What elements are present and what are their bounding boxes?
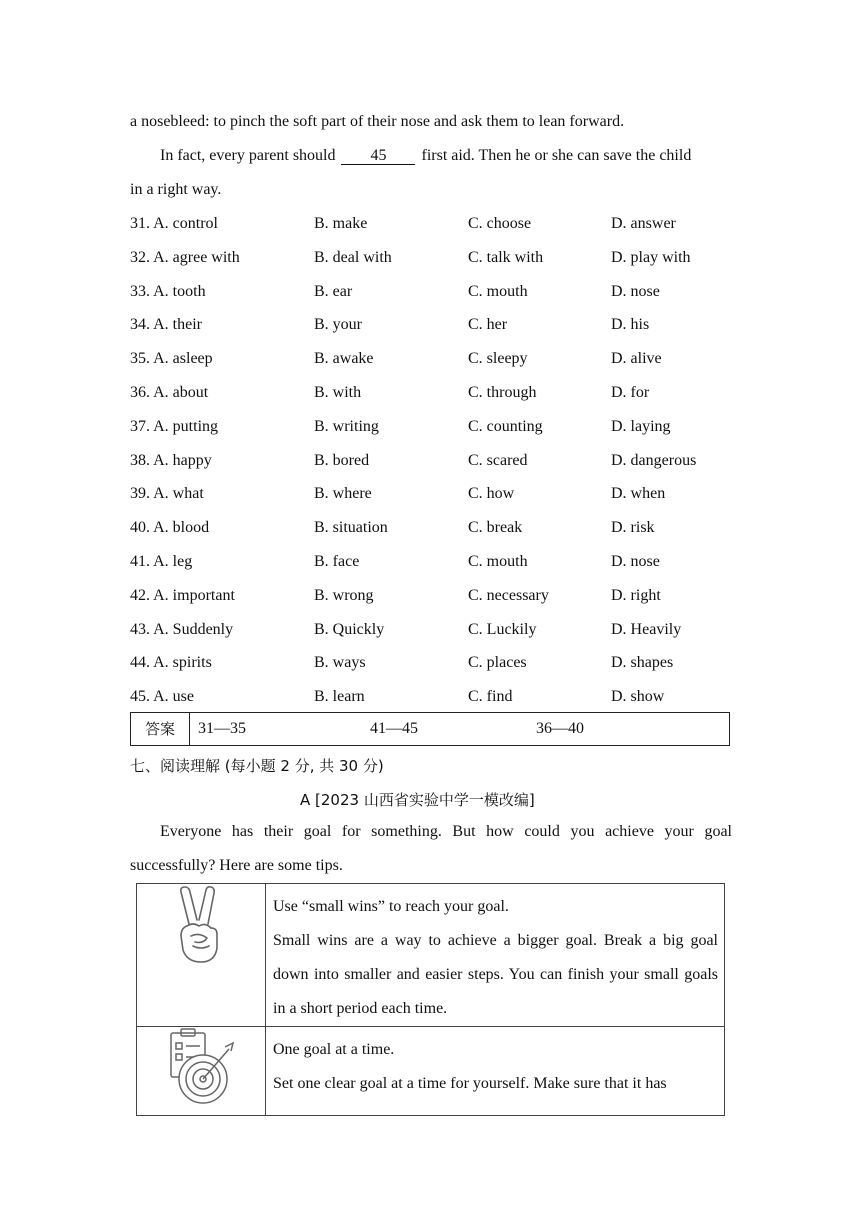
option-c: C. mouth bbox=[468, 553, 528, 570]
option-a: 37. A. putting bbox=[130, 417, 219, 435]
question-row bbox=[130, 282, 732, 302]
option-b: B. make bbox=[314, 215, 368, 232]
option-c: C. find bbox=[468, 688, 513, 706]
option-d: D. show bbox=[611, 688, 665, 706]
question-row bbox=[130, 248, 732, 268]
option-d: D. right bbox=[611, 586, 661, 604]
option-c: C. through bbox=[468, 384, 537, 401]
tips-table bbox=[136, 883, 725, 1116]
question-row bbox=[130, 687, 732, 707]
option-b: B. Quickly bbox=[314, 620, 385, 638]
tip-body: Small wins are a way to achieve a bigger goal. Break a big goal down into smaller and easier steps. You can finish your small goals in a short period each time. bbox=[273, 932, 718, 1017]
option-d: D. shapes bbox=[611, 654, 674, 672]
option-a: 40. A. blood bbox=[130, 519, 210, 537]
option-a: 39. A. what bbox=[130, 485, 204, 503]
passage-line: in a right way. bbox=[130, 181, 222, 198]
option-a: 32. A. agree with bbox=[130, 248, 240, 266]
option-c: C. scared bbox=[468, 451, 528, 469]
option-d: D. nose bbox=[611, 282, 660, 300]
answer-range: 36—40 bbox=[536, 720, 584, 737]
question-row bbox=[130, 552, 732, 572]
passage-text: In fact, every parent should bbox=[160, 147, 336, 164]
option-a: 43. A. Suddenly bbox=[130, 620, 234, 638]
option-d: D. for bbox=[611, 384, 650, 401]
option-a: 42. A. important bbox=[130, 586, 235, 604]
question-row bbox=[130, 586, 732, 606]
option-b: B. where bbox=[314, 485, 372, 503]
answer-blank: 45 bbox=[341, 148, 415, 165]
answer-range: 31—35 bbox=[198, 720, 246, 737]
tip-image-cell bbox=[137, 884, 266, 1027]
tip-body: Set one clear goal at a time for yourself. Make sure that it has bbox=[273, 1075, 667, 1092]
option-c: C. necessary bbox=[468, 586, 549, 604]
option-a: 35. A. asleep bbox=[130, 350, 213, 368]
option-c: C. how bbox=[468, 485, 515, 503]
option-c: C. talk with bbox=[468, 248, 544, 266]
option-a: 44. A. spirits bbox=[130, 654, 212, 672]
option-a: 34. A. their bbox=[130, 316, 202, 334]
option-b: B. face bbox=[314, 553, 360, 570]
tip-row bbox=[137, 1027, 725, 1116]
tip-row bbox=[137, 884, 725, 1027]
option-c: C. mouth bbox=[468, 282, 528, 300]
answer-label: 答案 bbox=[131, 713, 190, 745]
option-c: C. counting bbox=[468, 417, 543, 435]
option-d: D. his bbox=[611, 316, 650, 334]
option-b: B. ways bbox=[314, 654, 366, 672]
question-row bbox=[130, 484, 732, 504]
tip-heading: Use “small wins” to reach your goal. bbox=[273, 898, 509, 915]
option-a: 31. A. control bbox=[130, 215, 218, 232]
tip-image-cell bbox=[137, 1027, 266, 1116]
option-a: 45. A. use bbox=[130, 688, 194, 706]
option-d: D. play with bbox=[611, 248, 691, 266]
option-d: D. Heavily bbox=[611, 620, 682, 638]
option-d: D. nose bbox=[611, 553, 660, 570]
option-b: B. with bbox=[314, 384, 362, 401]
option-a: 38. A. happy bbox=[130, 451, 212, 469]
option-a: 41. A. leg bbox=[130, 553, 193, 570]
option-b: B. learn bbox=[314, 688, 365, 706]
passage-line: a nosebleed: to pinch the soft part of their nose and ask them to lean forward. bbox=[130, 113, 625, 130]
option-b: B. your bbox=[314, 316, 362, 334]
option-b: B. awake bbox=[314, 350, 374, 368]
question-row bbox=[130, 383, 732, 403]
option-d: D. when bbox=[611, 485, 666, 503]
intro-paragraph: Everyone has their goal for something. But how could you achieve your goal successfully? Here are some tips. bbox=[130, 823, 732, 874]
option-c: C. choose bbox=[468, 215, 532, 232]
tip-text-cell bbox=[266, 1027, 725, 1116]
question-row bbox=[130, 620, 732, 640]
option-b: B. bored bbox=[314, 451, 370, 469]
question-row bbox=[130, 417, 732, 437]
option-c: C. break bbox=[468, 519, 523, 537]
passage-text: first aid. Then he or she can save the child bbox=[421, 147, 692, 164]
answer-table bbox=[130, 712, 730, 746]
option-b: B. ear bbox=[314, 282, 353, 300]
option-d: D. alive bbox=[611, 350, 662, 368]
option-a: 36. A. about bbox=[130, 384, 209, 401]
question-row bbox=[130, 214, 732, 234]
option-c: C. places bbox=[468, 654, 527, 672]
target-checklist-icon bbox=[163, 1027, 239, 1107]
tip-text-cell bbox=[266, 884, 725, 1027]
question-row bbox=[130, 349, 732, 369]
victory-hand-icon bbox=[171, 884, 231, 966]
option-a: 33. A. tooth bbox=[130, 282, 206, 300]
answer-range: 41—45 bbox=[370, 720, 418, 737]
question-row bbox=[130, 653, 732, 673]
option-d: D. laying bbox=[611, 417, 671, 435]
subsection-title: A [2023 山西省实验中学一模改编] bbox=[300, 791, 535, 809]
option-c: C. Luckily bbox=[468, 620, 537, 638]
tip-heading: One goal at a time. bbox=[273, 1041, 395, 1058]
section-title: 七、阅读理解 (每小题 2 分, 共 30 分) bbox=[130, 757, 384, 775]
question-row bbox=[130, 315, 732, 335]
option-b: B. wrong bbox=[314, 586, 374, 604]
option-b: B. deal with bbox=[314, 248, 392, 266]
option-c: C. her bbox=[468, 316, 508, 334]
option-b: B. situation bbox=[314, 519, 388, 537]
question-row bbox=[130, 451, 732, 471]
passage-line bbox=[160, 146, 691, 166]
option-b: B. writing bbox=[314, 417, 379, 435]
question-row bbox=[130, 518, 732, 538]
option-d: D. dangerous bbox=[611, 451, 697, 469]
option-c: C. sleepy bbox=[468, 350, 528, 368]
option-d: D. answer bbox=[611, 215, 676, 232]
option-d: D. risk bbox=[611, 519, 655, 537]
